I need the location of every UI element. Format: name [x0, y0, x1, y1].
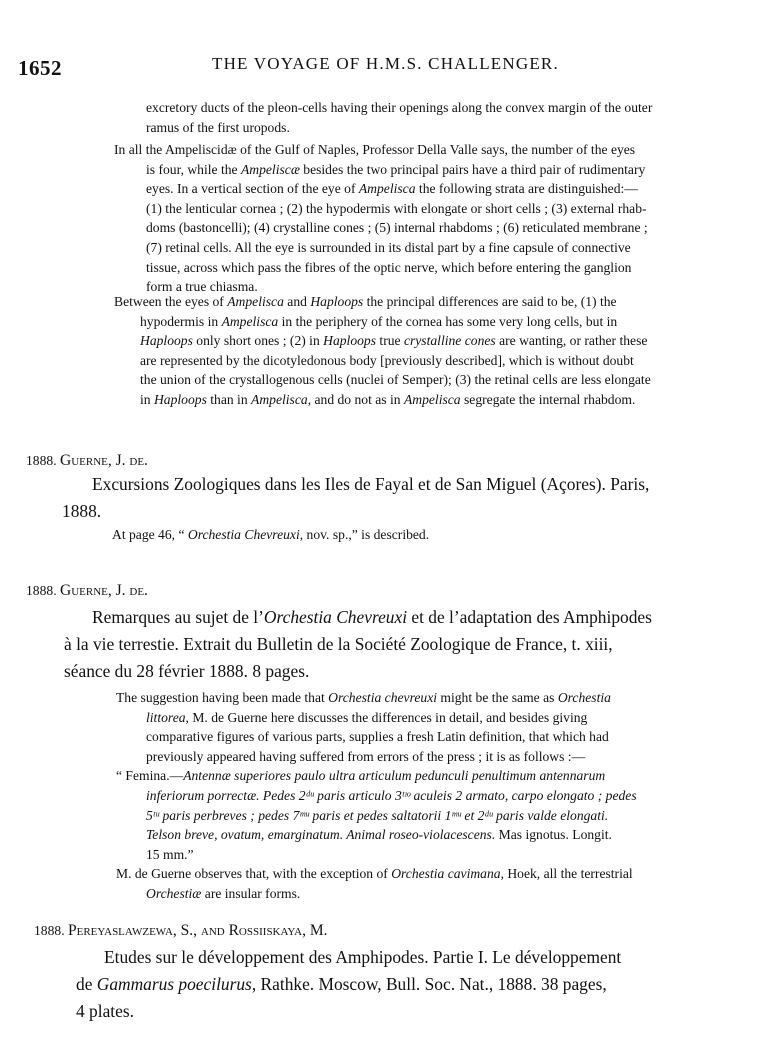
text-line: séance du 28 février 1888. 8 pages. — [64, 661, 310, 681]
text-line: de Gammarus poecilurus, Rathke. Moscow, Bull. Soc. Nat., 1888. 38 pages, — [76, 974, 607, 994]
entry-title — [62, 471, 650, 525]
text-line: are represented by the dicotyledonous body [previously described], which is without doubt — [140, 352, 634, 368]
paragraph-della-valle — [114, 140, 648, 297]
text-line: à la vie terrestie. Extrait du Bulletin de la Société Zoologique de France, t. xiii, — [64, 634, 613, 654]
entry-header — [34, 922, 328, 940]
text-line: comparative figures of various parts, supplies a fresh Latin definition, that which had — [146, 729, 609, 745]
text-line: M. de Guerne observes that, with the exception of Orchestia cavimana, Hoek, all the terrestrial — [116, 866, 633, 882]
text-line: 4 plates. — [76, 1001, 134, 1021]
entry-note: At page 46, “ Orchestia Chevreuxi, nov. sp.,” is described. — [112, 527, 430, 542]
entry-year: 1888. — [26, 453, 57, 468]
entry-note — [116, 688, 637, 904]
entry-year: 1888. — [34, 923, 65, 938]
entry-title — [76, 944, 622, 1025]
entry-header — [26, 452, 148, 470]
text-line: tissue, across which pass the fibres of the optic nerve, which before entering the ganglion — [146, 259, 632, 275]
paragraph-eye-differences — [114, 292, 651, 410]
entry-author: Pereyaslawzewa, S., and Rossiiskaya, M. — [68, 922, 328, 939]
text-line: Etudes sur le développement des Amphipodes. Partie I. Le développement — [104, 947, 622, 967]
text-line: inferiorum porrectæ. Pedes 2ᵈᵘ paris articulo 3ᵗᶦᵒ aculeis 2 armato, carpo elongato ; pedes — [146, 787, 637, 803]
intro-paragraph — [146, 98, 652, 137]
running-head: THE VOYAGE OF H.M.S. CHALLENGER. — [212, 54, 559, 73]
text-line: 5ᵗᵘ paris perbreves ; pedes 7ᵐᵘ paris et pedes saltatorii 1ᵐᵘ et 2ᵈᵘ paris valde elongati. — [146, 807, 609, 823]
text-line: is four, while the Ampeliscæ besides the two principal pairs have a third pair of rudimentary — [146, 161, 646, 177]
text-line: Remarques au sujet de l’Orchestia Chevreuxi et de l’adaptation des Amphipodes — [92, 607, 652, 627]
entry-author: Guerne, J. de. — [60, 452, 148, 469]
text-line: the union of the crystallogenous cells (nuclei of Semper); (3) the retinal cells are less elongate — [140, 372, 651, 388]
text-line: in Haploops than in Ampelisca, and do not as in Ampelisca segregate the internal rhabdom. — [140, 391, 636, 407]
text-line: 1888. — [62, 501, 102, 521]
text-line: excretory ducts of the pleon-cells having their openings along the convex margin of the outer — [146, 100, 653, 115]
text-line: (1) the lenticular cornea ; (2) the hypodermis with elongate or short cells ; (3) external rhab- — [146, 200, 647, 216]
text-line: doms (bastoncelli); (4) crystalline cones ; (5) internal rhabdoms ; (6) reticulated membrane ; — [146, 220, 648, 236]
text-line: Telson breve, ovatum, emarginatum. Animal roseo-violacescens. Mas ignotus. Longit. — [146, 827, 612, 843]
page-number: 1652 — [18, 56, 62, 80]
text-line: Orchestiæ are insular forms. — [146, 885, 301, 901]
text-line: The suggestion having been made that Orchestia chevreuxi might be the same as Orchestia — [116, 690, 611, 705]
text-line: Excursions Zoologiques dans les Iles de Fayal et de San Miguel (Açores). Paris, — [92, 474, 650, 494]
text-line: Haploops only short ones ; (2) in Haploops true crystalline cones are wanting, or rather these — [140, 333, 648, 349]
text-line: (7) retinal cells. All the eye is surrounded in its distal part by a fine capsule of connective — [146, 239, 631, 255]
text-line: hypodermis in Ampelisca in the periphery of the cornea has some very long cells, but in — [140, 313, 618, 329]
text-line: form a true chiasma. — [146, 279, 258, 295]
entry-year: 1888. — [26, 583, 57, 598]
text-line: previously appeared having suffered from errors of the press ; it is as follows :— — [146, 748, 586, 764]
entry-title — [64, 604, 652, 685]
text-line: “ Femina.—Antennæ superiores paulo ultra articulum pedunculi penultimum antennarum — [116, 768, 606, 784]
text-line: ramus of the first uropods. — [146, 119, 290, 135]
text-line: eyes. In a vertical section of the eye of Ampelisca the following strata are distinguished:— — [146, 181, 638, 197]
entry-author: Guerne, J. de. — [60, 582, 148, 599]
entry-header — [26, 582, 148, 600]
text-line: 15 mm.” — [146, 846, 194, 862]
text-line: Between the eyes of Ampelisca and Haploops the principal differences are said to be, (1) the — [114, 294, 617, 309]
text-line: littorea, M. de Guerne here discusses the differences in detail, and besides giving — [146, 709, 588, 725]
text-line: In all the Ampeliscidæ of the Gulf of Naples, Professor Della Valle says, the number of the eyes — [114, 142, 636, 157]
